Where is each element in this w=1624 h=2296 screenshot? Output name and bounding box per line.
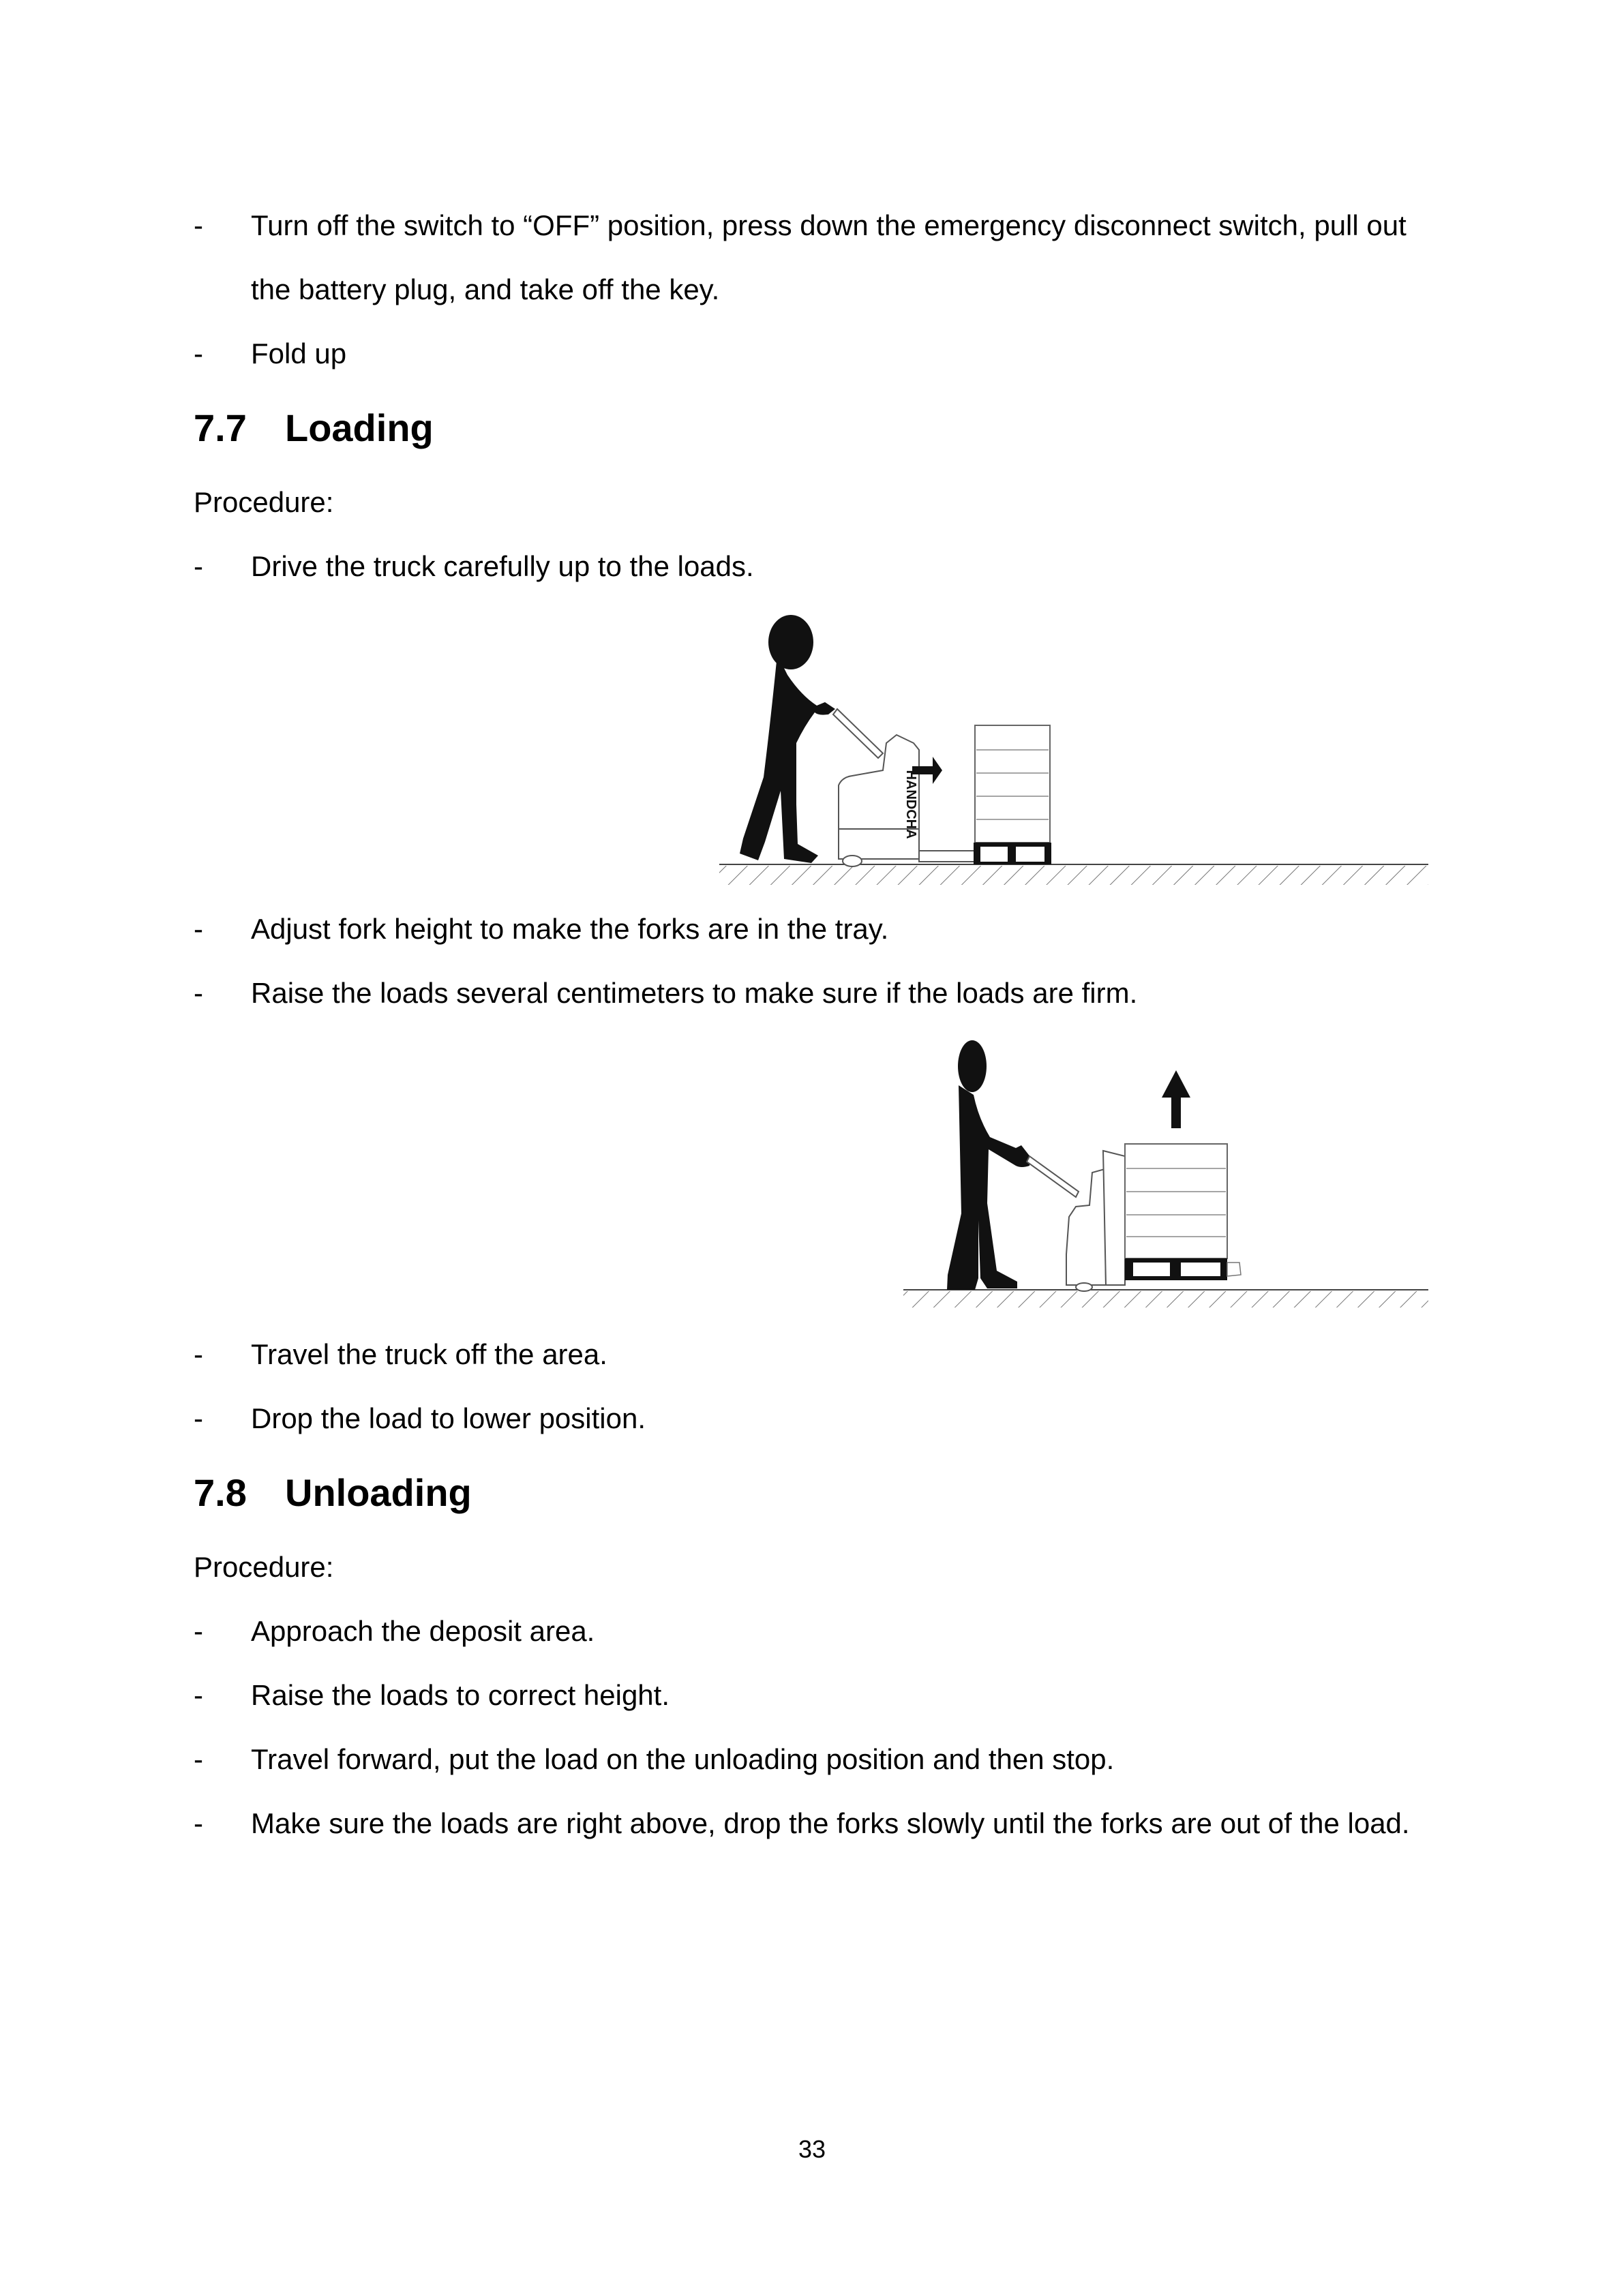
person-walking-icon [740,615,835,863]
bullet-dash: - [194,1807,203,1839]
procedure-label: Procedure: [194,1551,334,1583]
bullet-dash: - [194,209,203,241]
list-item: Raise the loads several centimeters to make sure if the loads are firm. [251,977,1138,1009]
list-item: Travel the truck off the area. [251,1338,607,1370]
list-item: Approach the deposit area. [251,1615,595,1647]
list-item: Drop the load to lower position. [251,1402,646,1434]
figure-drive-to-load [716,600,1432,886]
pallet-truck-icon [1027,1151,1125,1291]
bullet-dash: - [194,1338,203,1370]
bullet-dash: - [194,550,203,582]
section-title: Unloading [285,1471,472,1514]
bullet-dash: - [194,1615,203,1647]
list-item: Turn off the switch to “OFF” position, press down the emergency disconnect switch, pull out [251,209,1407,241]
bullet-dash: - [194,913,203,945]
brand-label: HANDCHA [903,770,918,839]
person-standing-icon [947,1040,1031,1290]
list-item: Adjust fork height to make the forks are in the tray. [251,913,889,945]
section-heading-unloading [194,1471,472,1515]
procedure-label: Procedure: [194,486,334,518]
load-pallet-icon [974,725,1051,864]
floor-hatching [903,1291,1428,1308]
section-number: 7.8 [194,1471,247,1514]
list-item: Raise the loads to correct height. [251,1679,670,1711]
bullet-dash: - [194,1402,203,1434]
list-item: Fold up [251,337,347,369]
list-item-continuation: the battery plug, and take off the key. [251,273,720,305]
bullet-dash: - [194,1679,203,1711]
bullet-dash: - [194,337,203,369]
figure-raise-load [900,1023,1432,1309]
list-item: Drive the truck carefully up to the loads. [251,550,754,582]
bullet-dash: - [194,977,203,1009]
section-number: 7.7 [194,406,247,449]
arrow-up-icon [1162,1070,1190,1128]
list-item: Travel forward, put the load on the unloading position and then stop. [251,1743,1115,1775]
floor-hatching [719,866,1428,885]
bullet-dash: - [194,1743,203,1775]
section-title: Loading [285,406,434,449]
page-number: 33 [798,2135,826,2163]
list-item: Make sure the loads are right above, drop the forks slowly until the forks are out of the load. [251,1807,1410,1839]
load-pallet-icon [1125,1144,1241,1280]
section-heading-loading [194,406,434,450]
